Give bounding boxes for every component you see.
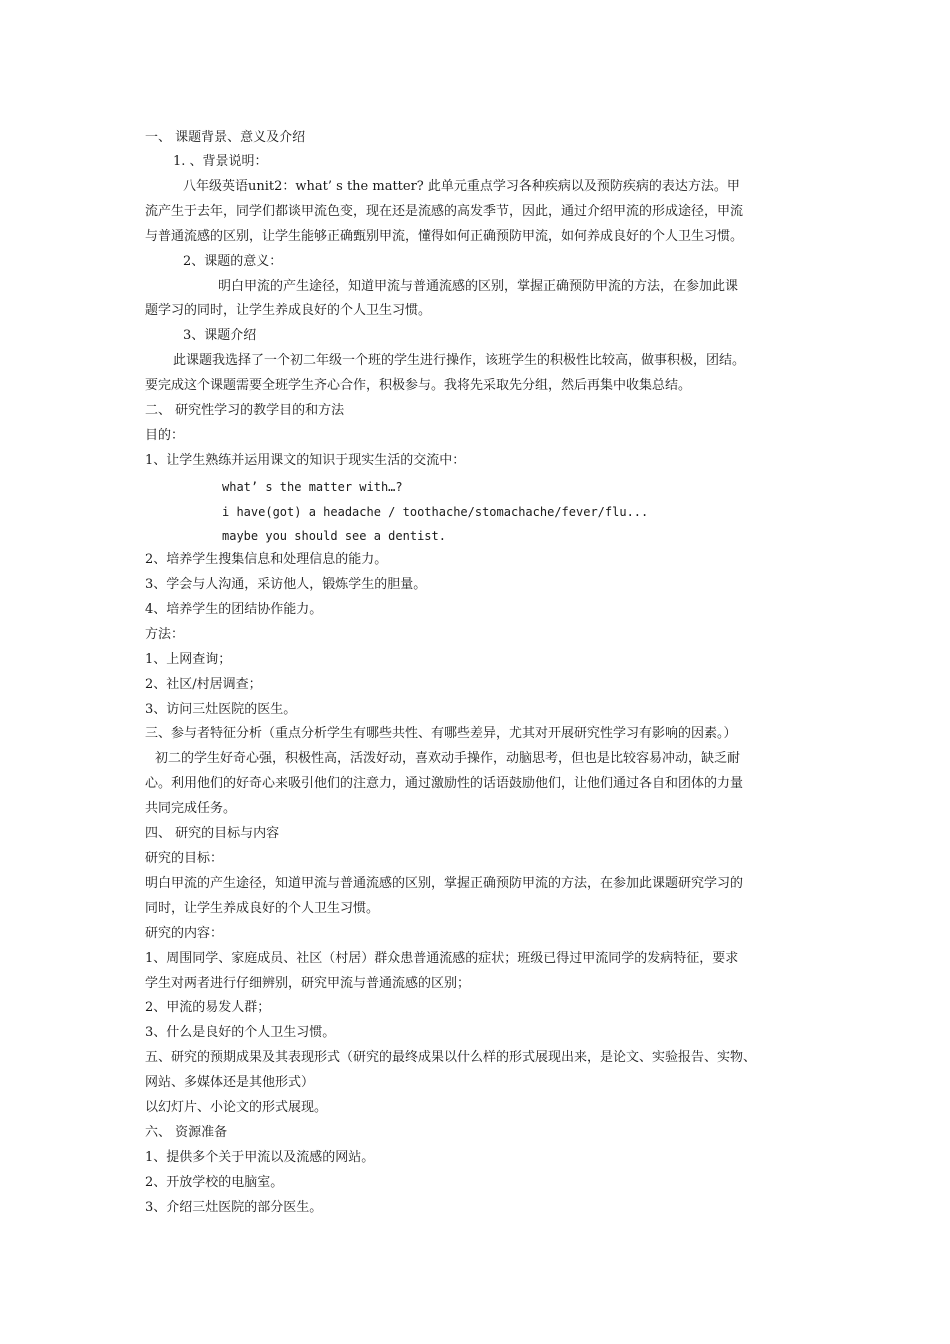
section-heading-1: 一、 课题背景、意义及介绍 [145, 130, 306, 145]
list-item: 2、开放学校的电脑室。 [145, 1175, 284, 1190]
list-item: 2、社区/村居调查； [145, 677, 262, 692]
label-methods: 方法： [145, 627, 185, 642]
paragraph-line: 要完成这个课题需要全班学生齐心合作，积极参与。我将先采取先分组，然后再集中收集总结。 [145, 378, 692, 393]
paragraph-line: 题学习的同时，让学生养成良好的个人卫生习惯。 [145, 303, 432, 318]
english-example: i have(got) a headache / toothache/stomachache/fever/flu... [222, 505, 649, 519]
paragraph-line: 网站、多媒体还是其他形式） [145, 1075, 315, 1090]
section-heading-3: 三、参与者特征分析（重点分析学生有哪些共性、有哪些差异，尤其对开展研究性学习有影响的因素。） [145, 726, 737, 741]
list-item: 2、甲流的易发人群； [145, 1000, 271, 1015]
paragraph-line: 同时，让学生养成良好的个人卫生习惯。 [145, 901, 380, 916]
paragraph-line: 流产生于去年，同学们都谈甲流色变，现在还是流感的高发季节，因此，通过介绍甲流的形成途径，甲流 [145, 204, 744, 219]
list-item: 1、周围同学、家庭成员、社区（村居）群众患普通流感的症状；班级已得过甲流同学的发病特征，要求 [145, 951, 739, 966]
subheading-background: 1. 、背景说明： [173, 154, 268, 169]
paragraph-line: 明白甲流的产生途径，知道甲流与普通流感的区别，掌握正确预防甲流的方法，在参加此课 [218, 279, 739, 294]
subheading-introduction: 3、课题介绍 [183, 328, 257, 343]
paragraph-line: 以幻灯片、小论文的形式展现。 [145, 1100, 328, 1115]
list-item: 1、上网查询； [145, 652, 232, 667]
list-item: 2、培养学生搜集信息和处理信息的能力。 [145, 552, 388, 567]
section-heading-5: 五、研究的预期成果及其表现形式（研究的最终成果以什么样的形式展现出来，是论文、实验报告、实物、 [145, 1050, 757, 1065]
paragraph-line: 共同完成任务。 [145, 801, 237, 816]
list-item: 4、培养学生的团结协作能力。 [145, 602, 323, 617]
label-purpose: 目的： [145, 428, 185, 443]
english-example: what’ s the matter with…? [222, 480, 403, 494]
label-research-content: 研究的内容： [145, 926, 224, 941]
list-item: 1、让学生熟练并运用课文的知识于现实生活的交流中： [145, 453, 466, 468]
label-research-goal: 研究的目标： [145, 851, 224, 866]
paragraph-line: 学生对两者进行仔细辨别，研究甲流与普通流感的区别； [145, 976, 471, 991]
list-item: 3、学会与人沟通，采访他人，锻炼学生的胆量。 [145, 577, 427, 592]
subheading-significance: 2、课题的意义： [183, 254, 283, 269]
list-item: 1、提供多个关于甲流以及流感的网站。 [145, 1150, 375, 1165]
paragraph-line: 心。利用他们的好奇心来吸引他们的注意力，通过激励性的话语鼓励他们，让他们通过各自和团体的力量 [145, 776, 744, 791]
section-heading-2: 二、 研究性学习的教学目的和方法 [145, 403, 345, 418]
section-heading-4: 四、 研究的目标与内容 [145, 826, 280, 841]
english-example: maybe you should see a dentist. [222, 529, 446, 543]
list-item: 3、介绍三灶医院的部分医生。 [145, 1200, 323, 1215]
paragraph-line: 八年级英语unit2：what’ s the matter? 此单元重点学习各种疾病以及预防疾病的表达方法。甲 [183, 179, 740, 194]
section-heading-6: 六、 资源准备 [145, 1125, 228, 1140]
list-item: 3、什么是良好的个人卫生习惯。 [145, 1025, 336, 1040]
paragraph-line: 明白甲流的产生途径，知道甲流与普通流感的区别，掌握正确预防甲流的方法，在参加此课题研究学习的 [145, 876, 744, 891]
list-item: 3、访问三灶医院的医生。 [145, 702, 297, 717]
paragraph-line: 与普通流感的区别，让学生能够正确甄别甲流，懂得如何正确预防甲流，如何养成良好的个人卫生习惯。 [145, 229, 744, 244]
paragraph-line: 初二的学生好奇心强，积极性高，活泼好动，喜欢动手操作，动脑思考，但也是比较容易冲动，缺乏耐 [155, 751, 741, 766]
paragraph-line: 此课题我选择了一个初二年级一个班的学生进行操作，该班学生的积极性比较高，做事积极，团结。 [173, 353, 746, 368]
